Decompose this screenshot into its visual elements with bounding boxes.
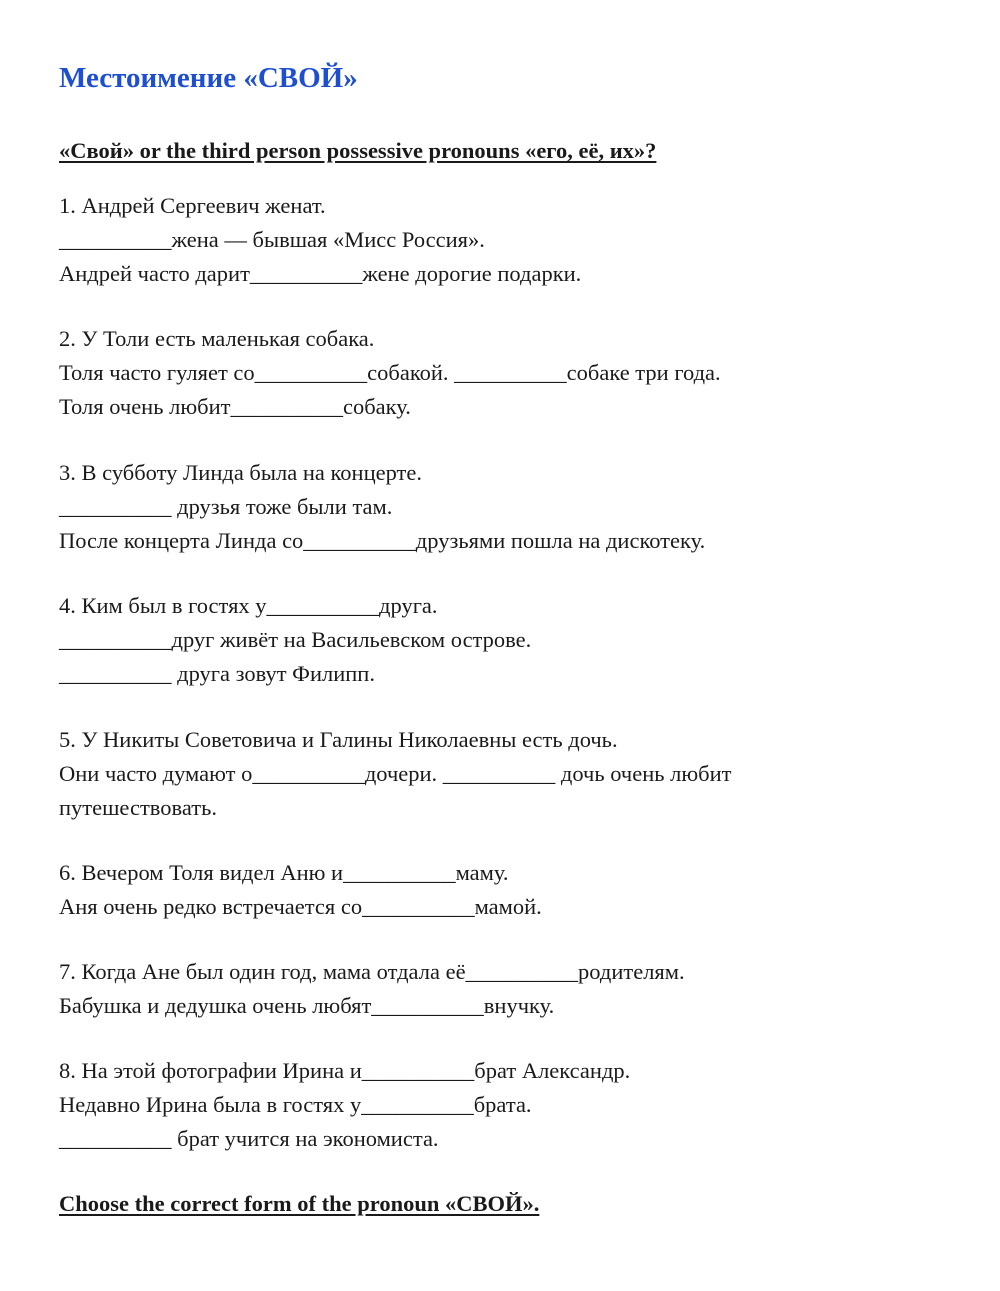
- exercise-line: Толя очень любит__________собаку.: [59, 394, 411, 420]
- exercise-7: [59, 955, 685, 1023]
- exercise-line: __________ брат учится на экономиста.: [59, 1126, 439, 1152]
- exercise-line: Они часто думают о__________дочери. __________ дочь очень любит: [59, 761, 732, 787]
- exercise-2: [59, 322, 721, 425]
- exercise-line: Бабушка и дедушка очень любят__________внучку.: [59, 993, 555, 1019]
- exercise-line: 6. Вечером Толя видел Аню и__________маму.: [59, 860, 509, 885]
- exercise-8: [59, 1054, 630, 1157]
- exercise-line: 8. На этой фотографии Ирина и__________брат Александр.: [59, 1058, 631, 1083]
- exercise-line: Аня очень редко встречается со__________мамой.: [59, 894, 542, 920]
- exercise-line: __________ друзья тоже были там.: [59, 494, 393, 520]
- exercise-6: [59, 856, 542, 924]
- exercise-line: __________ друга зовут Филипп.: [59, 661, 375, 687]
- exercise-3: [59, 456, 705, 559]
- exercise-line: 1. Андрей Сергеевич женат.: [59, 193, 326, 218]
- exercise-line: После концерта Линда со__________друзьями пошла на дискотеку.: [59, 528, 706, 554]
- exercise-line: __________друг живёт на Васильевском острове.: [59, 627, 532, 653]
- exercise-line: Андрей часто дарит__________жене дорогие подарки.: [59, 261, 582, 287]
- exercise-1: [59, 189, 581, 292]
- exercise-line: 7. Когда Ане был один год, мама отдала её__________родителям.: [59, 959, 685, 984]
- exercise-line: 4. Ким был в гостях у__________друга.: [59, 593, 438, 618]
- exercise-line: 2. У Толи есть маленькая собака.: [59, 326, 375, 351]
- exercise-5: [59, 723, 732, 826]
- exercise-line: Недавно Ирина была в гостях у__________брата.: [59, 1092, 532, 1118]
- section-heading-choose-form: Choose the correct form of the pronoun «СВОЙ».: [59, 1191, 540, 1216]
- exercise-line: 3. В субботу Линда была на концерте.: [59, 460, 422, 485]
- exercise-line: __________жена — бывшая «Мисс Россия».: [59, 227, 485, 253]
- section-heading-possessive: «Свой» or the third person possessive pronouns «его, её, их»?: [59, 138, 657, 163]
- exercise-4: [59, 589, 531, 692]
- exercise-line: 5. У Никиты Советовича и Галины Николаевны есть дочь.: [59, 727, 618, 752]
- exercise-line: Толя часто гуляет со__________собакой. __________собаке три года.: [59, 360, 721, 386]
- exercise-line: путешествовать.: [59, 795, 217, 821]
- page-title: Местоимение «СВОЙ»: [59, 62, 358, 94]
